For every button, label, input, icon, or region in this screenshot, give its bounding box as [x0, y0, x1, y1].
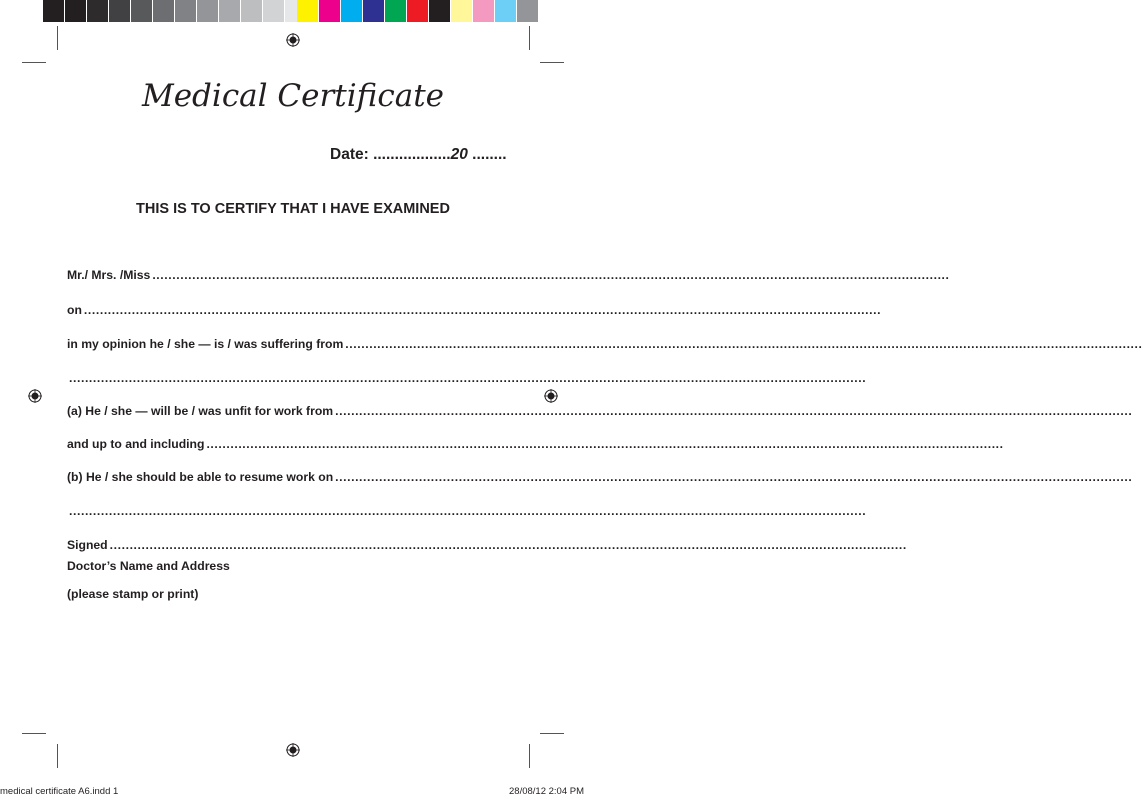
- suffering-from-line: [67, 333, 1143, 351]
- date-field: [330, 146, 530, 164]
- gray-swatch: [241, 0, 263, 22]
- gray-swatch: [219, 0, 241, 22]
- stamp-note: (please stamp or print): [67, 587, 199, 601]
- line-label: Mr./ Mrs. /Miss: [67, 268, 151, 282]
- gray-swatch: [43, 0, 65, 22]
- unfit-from-line: [67, 400, 1133, 418]
- gray-swatch: [175, 0, 197, 22]
- exam-date-line: [67, 299, 882, 317]
- slug-timestamp: 28/08/12 2:04 PM: [509, 786, 584, 797]
- color-swatch: [495, 0, 517, 22]
- gray-swatch: [263, 0, 285, 22]
- line-label: Signed: [67, 538, 108, 552]
- color-swatch: [407, 0, 429, 22]
- grayscale-color-bar: [43, 0, 329, 22]
- date-tail: ........: [467, 146, 507, 163]
- registration-mark-icon: [544, 389, 558, 403]
- certificate-title: Medical Certificate: [141, 78, 445, 114]
- gray-swatch: [109, 0, 131, 22]
- patient-name-line: [67, 264, 950, 282]
- gray-swatch: [197, 0, 219, 22]
- gray-swatch: [65, 0, 87, 22]
- fill-in-dots: ........................................................................................................................................................................................................: [345, 337, 1143, 351]
- crop-mark: [22, 733, 46, 734]
- line-label: on: [67, 303, 82, 317]
- date-year: 20: [450, 146, 468, 163]
- slug-filename: medical certificate A6.indd 1: [0, 786, 119, 797]
- resume-work-line: [67, 466, 1133, 484]
- line-label: in my opinion he / she — is / was suffering from: [67, 337, 344, 351]
- crop-mark: [540, 62, 564, 63]
- registration-mark-icon: [286, 743, 300, 757]
- blank-line: [67, 367, 867, 385]
- color-swatch: [341, 0, 363, 22]
- date-label: Date: ..................: [330, 146, 451, 163]
- color-swatch: [363, 0, 385, 22]
- fill-in-dots: ........................................................................................................................................................................................................: [335, 404, 1133, 418]
- line-label: and up to and including: [67, 437, 205, 451]
- fill-in-dots: ........................................................................................................................................................................................................: [69, 371, 867, 385]
- color-swatch: [319, 0, 341, 22]
- doctor-name-label: Doctor’s Name and Address: [67, 559, 230, 573]
- fill-in-dots: ........................................................................................................................................................................................................: [109, 538, 907, 552]
- color-swatch: [429, 0, 451, 22]
- line-label: (a) He / she — will be / was unfit for work from: [67, 404, 334, 418]
- crop-mark: [57, 744, 58, 768]
- color-swatch: [385, 0, 407, 22]
- fill-in-dots: ........................................................................................................................................................................................................: [335, 470, 1133, 484]
- gray-swatch: [131, 0, 153, 22]
- fill-in-dots: ........................................................................................................................................................................................................: [152, 268, 950, 282]
- gray-swatch: [87, 0, 109, 22]
- crop-mark: [529, 744, 530, 768]
- signed-line: [67, 534, 907, 552]
- gray-swatch: [153, 0, 175, 22]
- fill-in-dots: ........................................................................................................................................................................................................: [69, 504, 867, 518]
- fill-in-dots: ........................................................................................................................................................................................................: [83, 303, 882, 317]
- registration-mark-icon: [286, 33, 300, 47]
- certify-heading: THIS IS TO CERTIFY THAT I HAVE EXAMINED: [136, 201, 450, 217]
- blank-line: [67, 500, 867, 518]
- color-swatch: [473, 0, 495, 22]
- line-label: (b) He / she should be able to resume work on: [67, 470, 334, 484]
- crop-mark: [57, 26, 58, 50]
- color-swatch: [297, 0, 319, 22]
- color-swatch: [451, 0, 473, 22]
- up-to-including-line: [67, 433, 1004, 451]
- fill-in-dots: ........................................................................................................................................................................................................: [206, 437, 1004, 451]
- color-swatch: [517, 0, 539, 22]
- crop-mark: [540, 733, 564, 734]
- registration-mark-icon: [28, 389, 42, 403]
- process-color-bar: [297, 0, 539, 22]
- crop-mark: [22, 62, 46, 63]
- crop-mark: [529, 26, 530, 50]
